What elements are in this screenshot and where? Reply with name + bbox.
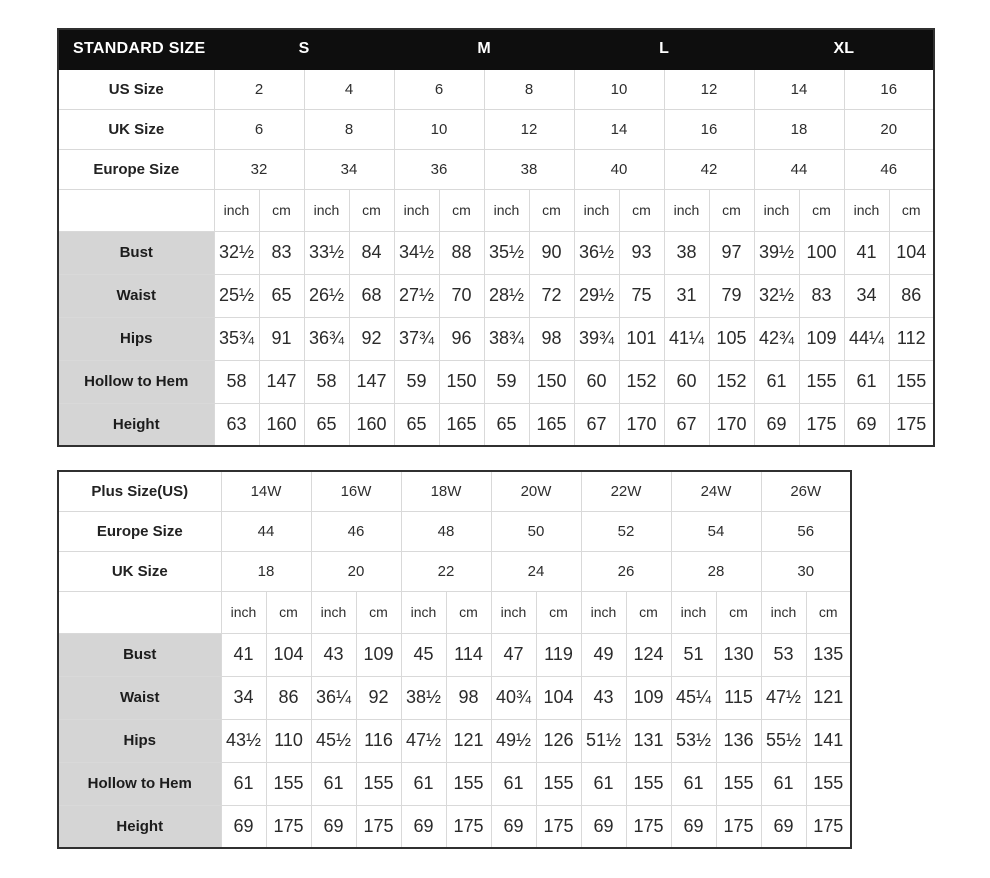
measurement-value: 51 (671, 633, 716, 676)
measurement-value: 39¾ (574, 317, 619, 360)
measurement-value: 84 (349, 231, 394, 274)
measurement-value: 160 (349, 403, 394, 446)
measurement-value: 98 (446, 676, 491, 719)
measurement-value: 41¼ (664, 317, 709, 360)
measurement-value: 150 (529, 360, 574, 403)
measurement-value: 45¼ (671, 676, 716, 719)
measurement-value: 67 (664, 403, 709, 446)
size-value: 20 (844, 109, 934, 149)
size-group-header: L (574, 29, 754, 69)
measurement-value: 175 (266, 805, 311, 848)
unit-label: inch (221, 591, 266, 633)
unit-blank-cell (58, 189, 214, 231)
size-value: 10 (394, 109, 484, 149)
table-row (58, 231, 934, 274)
measurement-value: 116 (356, 719, 401, 762)
size-value: 10 (574, 69, 664, 109)
unit-label: cm (716, 591, 761, 633)
measurement-value: 35½ (484, 231, 529, 274)
row-label: Hips (58, 317, 214, 360)
measurement-value: 69 (401, 805, 446, 848)
measurement-value: 65 (259, 274, 304, 317)
measurement-value: 61 (844, 360, 889, 403)
measurement-value: 47½ (401, 719, 446, 762)
table-row (58, 403, 934, 446)
measurement-value: 104 (266, 633, 311, 676)
size-value: 18W (401, 471, 491, 511)
unit-label: cm (619, 189, 664, 231)
measurement-value: 109 (799, 317, 844, 360)
size-value: 24 (491, 551, 581, 591)
size-value: 42 (664, 149, 754, 189)
measurement-value: 155 (889, 360, 934, 403)
table-title: STANDARD SIZE (58, 29, 214, 69)
measurement-value: 33½ (304, 231, 349, 274)
row-label: UK Size (58, 109, 214, 149)
table-row (58, 360, 934, 403)
measurement-value: 92 (356, 676, 401, 719)
row-label: Hips (58, 719, 221, 762)
measurement-value: 121 (806, 676, 851, 719)
size-value: 56 (761, 511, 851, 551)
measurement-value: 69 (311, 805, 356, 848)
unit-label: cm (356, 591, 401, 633)
measurement-value: 61 (401, 762, 446, 805)
measurement-value: 175 (799, 403, 844, 446)
measurement-value: 100 (799, 231, 844, 274)
measurement-value: 49 (581, 633, 626, 676)
measurement-value: 53½ (671, 719, 716, 762)
size-value: 4 (304, 69, 394, 109)
measurement-value: 45 (401, 633, 446, 676)
measurement-value: 37¾ (394, 317, 439, 360)
unit-label: cm (529, 189, 574, 231)
table-row (58, 274, 934, 317)
measurement-value: 61 (754, 360, 799, 403)
measurement-value: 126 (536, 719, 581, 762)
measurement-value: 38½ (401, 676, 446, 719)
measurement-value: 135 (806, 633, 851, 676)
size-value: 36 (394, 149, 484, 189)
size-value: 52 (581, 511, 671, 551)
size-value: 44 (221, 511, 311, 551)
measurement-value: 124 (626, 633, 671, 676)
row-label: Waist (58, 274, 214, 317)
measurement-value: 69 (491, 805, 536, 848)
size-value: 6 (214, 109, 304, 149)
measurement-value: 155 (446, 762, 491, 805)
measurement-value: 45½ (311, 719, 356, 762)
size-value: 16 (664, 109, 754, 149)
size-value: 16W (311, 471, 401, 511)
size-value: 32 (214, 149, 304, 189)
measurement-value: 83 (259, 231, 304, 274)
measurement-value: 60 (664, 360, 709, 403)
size-value: 26 (581, 551, 671, 591)
measurement-value: 152 (619, 360, 664, 403)
measurement-value: 44¼ (844, 317, 889, 360)
measurement-value: 75 (619, 274, 664, 317)
size-value: 46 (844, 149, 934, 189)
measurement-value: 39½ (754, 231, 799, 274)
unit-label: inch (671, 591, 716, 633)
row-label: Waist (58, 676, 221, 719)
unit-label: cm (889, 189, 934, 231)
measurement-value: 36¼ (311, 676, 356, 719)
table-header-row (58, 29, 934, 69)
size-value: 38 (484, 149, 574, 189)
measurement-value: 55½ (761, 719, 806, 762)
measurement-value: 69 (671, 805, 716, 848)
measurement-value: 43 (311, 633, 356, 676)
size-value: 22 (401, 551, 491, 591)
unit-label: cm (536, 591, 581, 633)
measurement-value: 104 (889, 231, 934, 274)
measurement-value: 170 (709, 403, 754, 446)
measurement-value: 97 (709, 231, 754, 274)
row-label: US Size (58, 69, 214, 109)
unit-header-row (58, 591, 851, 633)
size-value: 12 (484, 109, 574, 149)
row-label: Europe Size (58, 149, 214, 189)
unit-label: inch (761, 591, 806, 633)
unit-label: inch (401, 591, 446, 633)
size-value: 8 (484, 69, 574, 109)
measurement-value: 79 (709, 274, 754, 317)
measurement-value: 61 (221, 762, 266, 805)
measurement-value: 41 (221, 633, 266, 676)
measurement-value: 121 (446, 719, 491, 762)
size-value: 54 (671, 511, 761, 551)
measurement-value: 109 (626, 676, 671, 719)
measurement-value: 175 (716, 805, 761, 848)
size-value: 48 (401, 511, 491, 551)
measurement-value: 175 (806, 805, 851, 848)
measurement-value: 69 (221, 805, 266, 848)
size-value: 46 (311, 511, 401, 551)
measurement-value: 29½ (574, 274, 619, 317)
measurement-value: 31 (664, 274, 709, 317)
unit-label: inch (304, 189, 349, 231)
unit-label: inch (664, 189, 709, 231)
measurement-value: 59 (394, 360, 439, 403)
size-value: 22W (581, 471, 671, 511)
unit-label: inch (581, 591, 626, 633)
measurement-value: 47½ (761, 676, 806, 719)
measurement-value: 86 (266, 676, 311, 719)
table-row (58, 676, 851, 719)
measurement-value: 119 (536, 633, 581, 676)
measurement-value: 92 (349, 317, 394, 360)
unit-label: inch (754, 189, 799, 231)
unit-label: inch (214, 189, 259, 231)
measurement-value: 61 (671, 762, 716, 805)
measurement-value: 47 (491, 633, 536, 676)
measurement-value: 86 (889, 274, 934, 317)
size-value: 6 (394, 69, 484, 109)
measurement-value: 155 (356, 762, 401, 805)
size-value: 44 (754, 149, 844, 189)
measurement-value: 91 (259, 317, 304, 360)
unit-label: cm (709, 189, 754, 231)
unit-label: inch (311, 591, 356, 633)
row-label: Europe Size (58, 511, 221, 551)
unit-label: inch (394, 189, 439, 231)
measurement-value: 69 (761, 805, 806, 848)
size-group-header: XL (754, 29, 934, 69)
measurement-value: 67 (574, 403, 619, 446)
measurement-value: 150 (439, 360, 484, 403)
measurement-value: 175 (356, 805, 401, 848)
measurement-value: 59 (484, 360, 529, 403)
measurement-value: 170 (619, 403, 664, 446)
unit-label: cm (799, 189, 844, 231)
measurement-value: 68 (349, 274, 394, 317)
measurement-value: 165 (439, 403, 484, 446)
unit-blank-cell (58, 591, 221, 633)
measurement-value: 32½ (214, 231, 259, 274)
size-value: 8 (304, 109, 394, 149)
measurement-value: 34 (221, 676, 266, 719)
size-value: 20W (491, 471, 581, 511)
measurement-value: 155 (626, 762, 671, 805)
table-row (58, 69, 934, 109)
table-row (58, 805, 851, 848)
measurement-value: 60 (574, 360, 619, 403)
unit-label: cm (439, 189, 484, 231)
row-label: Height (58, 403, 214, 446)
measurement-value: 101 (619, 317, 664, 360)
unit-header-row (58, 189, 934, 231)
measurement-value: 98 (529, 317, 574, 360)
row-label: Plus Size(US) (58, 471, 221, 511)
row-label: Hollow to Hem (58, 762, 221, 805)
table-row (58, 551, 851, 591)
measurement-value: 36½ (574, 231, 619, 274)
table-row (58, 511, 851, 551)
table-row (58, 471, 851, 511)
measurement-value: 147 (349, 360, 394, 403)
size-value: 18 (221, 551, 311, 591)
measurement-value: 61 (491, 762, 536, 805)
table-row (58, 109, 934, 149)
measurement-value: 43 (581, 676, 626, 719)
measurement-value: 36¾ (304, 317, 349, 360)
measurement-value: 83 (799, 274, 844, 317)
unit-label: cm (626, 591, 671, 633)
measurement-value: 69 (581, 805, 626, 848)
measurement-value: 155 (716, 762, 761, 805)
size-value: 16 (844, 69, 934, 109)
measurement-value: 104 (536, 676, 581, 719)
measurement-value: 110 (266, 719, 311, 762)
unit-label: inch (484, 189, 529, 231)
measurement-value: 152 (709, 360, 754, 403)
measurement-value: 49½ (491, 719, 536, 762)
size-value: 12 (664, 69, 754, 109)
measurement-value: 58 (304, 360, 349, 403)
unit-label: inch (844, 189, 889, 231)
size-value: 14 (754, 69, 844, 109)
size-value: 20 (311, 551, 401, 591)
size-group-header: S (214, 29, 394, 69)
row-label: Hollow to Hem (58, 360, 214, 403)
size-value: 26W (761, 471, 851, 511)
row-label: Height (58, 805, 221, 848)
measurement-value: 155 (266, 762, 311, 805)
unit-label: cm (806, 591, 851, 633)
unit-label: inch (491, 591, 536, 633)
size-value: 2 (214, 69, 304, 109)
measurement-value: 90 (529, 231, 574, 274)
measurement-value: 32½ (754, 274, 799, 317)
measurement-value: 38 (664, 231, 709, 274)
measurement-value: 51½ (581, 719, 626, 762)
unit-label: cm (446, 591, 491, 633)
measurement-value: 34 (844, 274, 889, 317)
unit-label: inch (574, 189, 619, 231)
measurement-value: 109 (356, 633, 401, 676)
measurement-value: 131 (626, 719, 671, 762)
size-value: 40 (574, 149, 664, 189)
measurement-value: 130 (716, 633, 761, 676)
measurement-value: 93 (619, 231, 664, 274)
unit-label: cm (266, 591, 311, 633)
measurement-value: 61 (311, 762, 356, 805)
measurement-value: 112 (889, 317, 934, 360)
measurement-value: 88 (439, 231, 484, 274)
measurement-value: 175 (889, 403, 934, 446)
size-value: 50 (491, 511, 581, 551)
measurement-value: 41 (844, 231, 889, 274)
table-row (58, 149, 934, 189)
measurement-value: 26½ (304, 274, 349, 317)
measurement-value: 43½ (221, 719, 266, 762)
measurement-value: 175 (626, 805, 671, 848)
size-value: 28 (671, 551, 761, 591)
row-label: Bust (58, 633, 221, 676)
measurement-value: 70 (439, 274, 484, 317)
size-value: 14W (221, 471, 311, 511)
measurement-value: 115 (716, 676, 761, 719)
measurement-value: 58 (214, 360, 259, 403)
standard-size-table (57, 28, 935, 447)
measurement-value: 96 (439, 317, 484, 360)
size-value: 30 (761, 551, 851, 591)
measurement-value: 28½ (484, 274, 529, 317)
row-label: Bust (58, 231, 214, 274)
measurement-value: 61 (761, 762, 806, 805)
measurement-value: 155 (799, 360, 844, 403)
measurement-value: 155 (806, 762, 851, 805)
measurement-value: 65 (394, 403, 439, 446)
measurement-value: 160 (259, 403, 304, 446)
table-row (58, 633, 851, 676)
size-value: 18 (754, 109, 844, 149)
measurement-value: 141 (806, 719, 851, 762)
measurement-value: 69 (844, 403, 889, 446)
measurement-value: 34½ (394, 231, 439, 274)
measurement-value: 69 (754, 403, 799, 446)
measurement-value: 27½ (394, 274, 439, 317)
size-value: 24W (671, 471, 761, 511)
row-label: UK Size (58, 551, 221, 591)
plus-size-table (57, 470, 852, 849)
measurement-value: 65 (484, 403, 529, 446)
measurement-value: 72 (529, 274, 574, 317)
measurement-value: 65 (304, 403, 349, 446)
measurement-value: 61 (581, 762, 626, 805)
unit-label: cm (259, 189, 304, 231)
measurement-value: 175 (446, 805, 491, 848)
measurement-value: 136 (716, 719, 761, 762)
measurement-value: 42¾ (754, 317, 799, 360)
measurement-value: 165 (529, 403, 574, 446)
table-row (58, 317, 934, 360)
size-value: 34 (304, 149, 394, 189)
measurement-value: 114 (446, 633, 491, 676)
table-row (58, 762, 851, 805)
measurement-value: 35¾ (214, 317, 259, 360)
measurement-value: 105 (709, 317, 754, 360)
measurement-value: 155 (536, 762, 581, 805)
table-row (58, 719, 851, 762)
size-group-header: M (394, 29, 574, 69)
measurement-value: 175 (536, 805, 581, 848)
measurement-value: 38¾ (484, 317, 529, 360)
size-value: 14 (574, 109, 664, 149)
measurement-value: 63 (214, 403, 259, 446)
measurement-value: 147 (259, 360, 304, 403)
measurement-value: 40¾ (491, 676, 536, 719)
unit-label: cm (349, 189, 394, 231)
measurement-value: 53 (761, 633, 806, 676)
measurement-value: 25½ (214, 274, 259, 317)
